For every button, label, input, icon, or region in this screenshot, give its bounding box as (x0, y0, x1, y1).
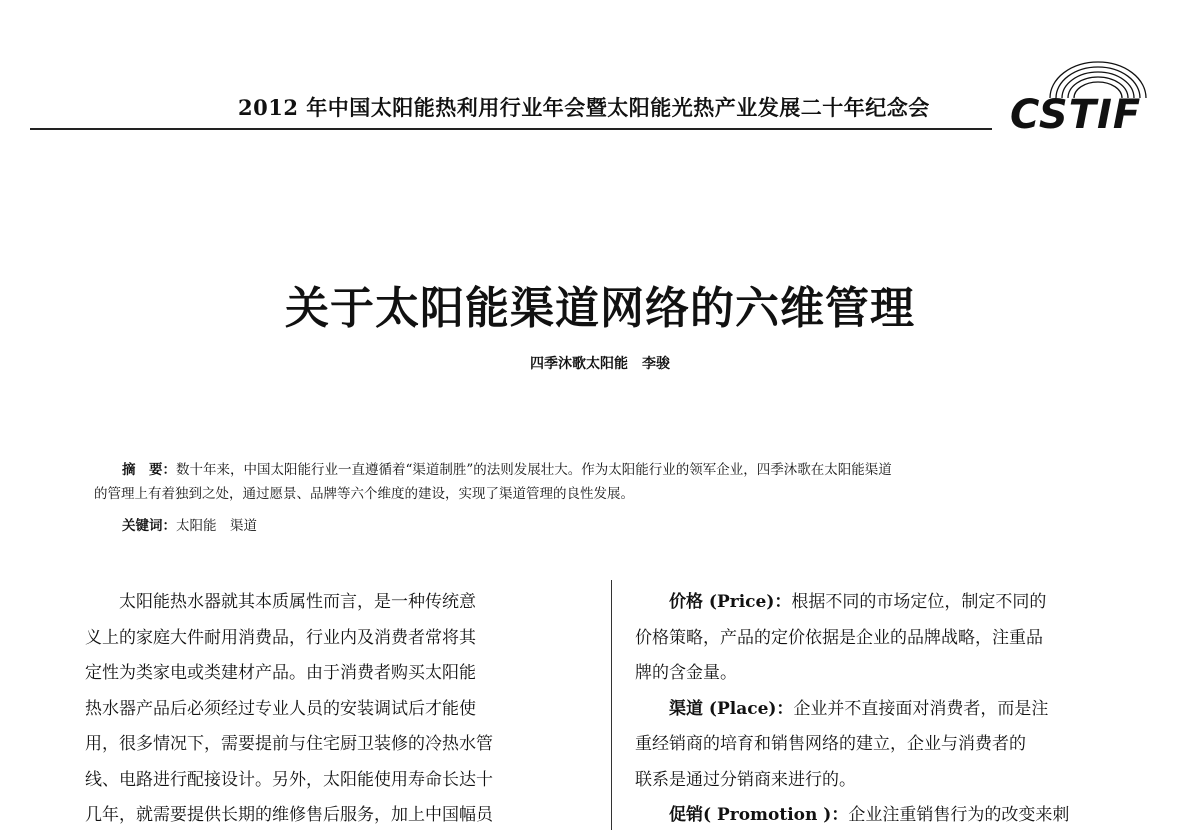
article-title: 关于太阳能渠道网络的六维管理 (285, 283, 915, 334)
left-line: 几年，就需要提供长期的维修售后服务，加上中国幅员 (85, 805, 493, 825)
promotion-paragraph-line (635, 798, 1135, 834)
price-text: 根据不同的市场定位，制定不同的 (791, 592, 1047, 612)
left-column (85, 585, 585, 834)
left-line: 用，很多情况下，需要提前与住宅厨卫装修的冷热水管 (85, 734, 493, 754)
right-column (635, 585, 1135, 834)
keywords-value: 太阳能 渠道 (176, 518, 257, 534)
header-rule (30, 128, 992, 130)
abstract (94, 458, 1134, 506)
conference-header-title: 2012 年中国太阳能热利用行业年会暨太阳能光热产业发展二十年纪念会 (238, 95, 930, 120)
price-label: 价格 (Price)： (669, 592, 792, 612)
promotion-label: 促销( Promotion )： (669, 805, 849, 825)
price-paragraph-line: 价格策略，产品的定价依据是企业的品牌战略，注重品 (635, 627, 1043, 648)
place-paragraph-line: 联系是通过分销商来进行的。 (635, 769, 856, 790)
abstract-line-1: 数十年来，中国太阳能行业一直遵循着“渠道制胜”的法则发展壮大。作为太阳能行业的领军企业，四季沐歌在太阳能渠道 (176, 462, 892, 478)
abstract-line-2: 的管理上有着独到之处，通过愿景、品牌等六个维度的建设，实现了渠道管理的良性发展。 (94, 486, 634, 502)
place-label: 渠道 (Place)： (669, 698, 794, 719)
keywords (122, 514, 257, 534)
place-text: 企业并不直接面对消费者，而是注 (793, 698, 1049, 719)
left-line: 义上的家庭大件耐用消费品，行业内及消费者常将其 (85, 627, 476, 648)
promotion-text: 企业注重销售行为的改变来刺 (848, 805, 1070, 825)
article-author: 四季沐歌太阳能 李骏 (530, 356, 670, 372)
place-paragraph-line: 重经销商的培育和销售网络的建立，企业与消费者的 (635, 734, 1026, 754)
abstract-label: 摘 要： (122, 462, 176, 478)
cstif-logo (1010, 58, 1160, 138)
keywords-label: 关键词： (122, 518, 176, 534)
left-line: 热水器产品后必须经过专业人员的安装调试后才能使 (85, 698, 476, 719)
left-line: 定性为类家电或类建材产品。由于消费者购买太阳能 (85, 663, 476, 683)
left-line: 太阳能热水器就其本质属性而言，是一种传统意 (119, 592, 476, 612)
left-line: 线、电路进行配接设计。另外，太阳能使用寿命长达十 (85, 769, 493, 790)
price-paragraph-line (635, 585, 1135, 621)
place-paragraph-line (635, 692, 1135, 728)
price-paragraph-line: 牌的含金量。 (635, 663, 737, 683)
logo-text: CSTIF (1010, 92, 1142, 138)
column-divider (611, 580, 612, 830)
